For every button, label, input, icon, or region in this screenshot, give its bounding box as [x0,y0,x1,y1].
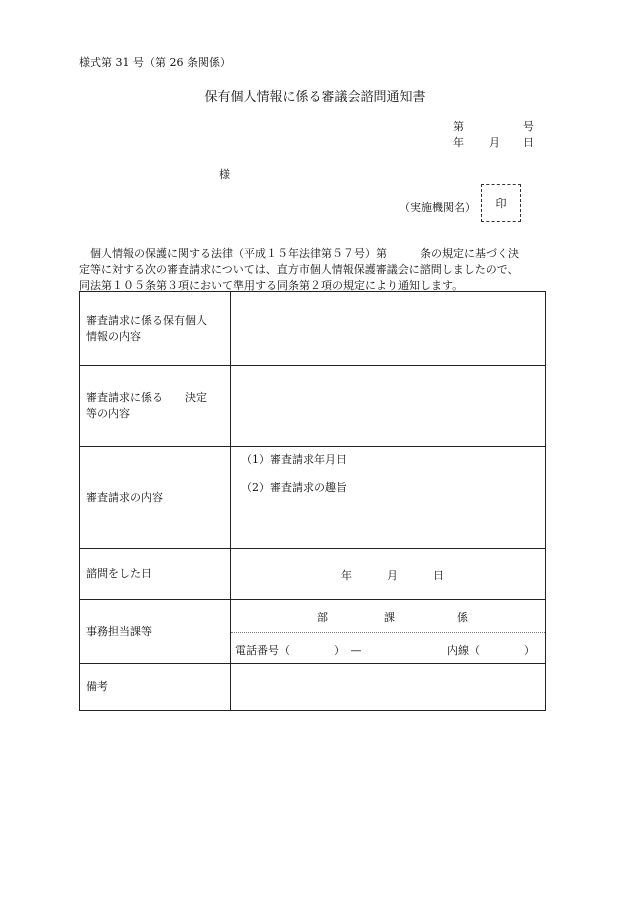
field-request[interactable] [231,447,546,549]
date-year: 年 [453,136,464,149]
office-unit: 係 [457,611,468,624]
form-number: 様式第 31 号（第 26 条関係） [79,56,231,69]
label-request: 審査請求の内容 [80,447,231,549]
office-phone-line [231,633,545,663]
label-decision: 審査請求に係る 決定等の内容 [80,366,231,447]
seal-label: 印 [495,197,507,210]
intro-line-1: 個人情報の保護に関する法律（平成１５年法律第５７号）第 条の規定に基づく決 [90,247,519,260]
request-purpose-item: （2）審査請求の趣旨 [241,481,347,494]
document-date-line [453,134,534,150]
label-personal-info: 審査請求に係る保有個人情報の内容 [80,292,231,366]
inquiry-year: 年 [341,569,352,582]
date-month: 月 [489,136,500,149]
field-inquiry-date[interactable] [231,549,546,600]
table-row-request [80,447,546,549]
addressee-suffix: 様 [219,168,230,181]
number-suffix: 号 [523,120,534,133]
date-day: 日 [523,136,534,149]
number-prefix: 第 [453,120,464,133]
label-inquiry-date: 諮問をした日 [80,549,231,600]
table-row-remarks [80,664,546,711]
field-remarks[interactable] [231,664,546,711]
table-row-office [80,600,546,664]
seal-box [481,184,521,222]
office-extension: 内線（ ） [447,644,535,657]
label-office: 事務担当課等 [80,600,231,664]
field-decision[interactable] [231,366,546,447]
request-date-item: （1）審査請求年月日 [241,453,347,466]
office-department-line [231,600,545,633]
office-phone: 電話番号（ ） — [235,644,362,657]
table-row-inquiry-date [80,549,546,600]
document-title: 保有個人情報に係る審議会諮問通知書 [204,90,426,105]
table-row-personal-info [80,292,546,366]
inquiry-form-table [79,291,546,711]
intro-paragraph [79,246,549,294]
office-section: 課 [384,611,395,624]
inquiry-day: 日 [433,569,444,582]
field-office[interactable] [231,600,546,664]
intro-line-2: 定等に対する次の審査請求については、直方市個人情報保護審議会に諮問しましたので、 [79,263,519,276]
inquiry-month: 月 [387,569,398,582]
agency-label: （実施機関名） [399,201,476,214]
office-dept: 部 [317,611,328,624]
document-number-line [453,118,534,134]
label-remarks: 備考 [80,664,231,711]
field-personal-info[interactable] [231,292,546,366]
table-row-decision [80,366,546,447]
intro-line-3: 同法第１０５条第３項において準用する同条第２項の規定により通知します。 [79,279,464,292]
